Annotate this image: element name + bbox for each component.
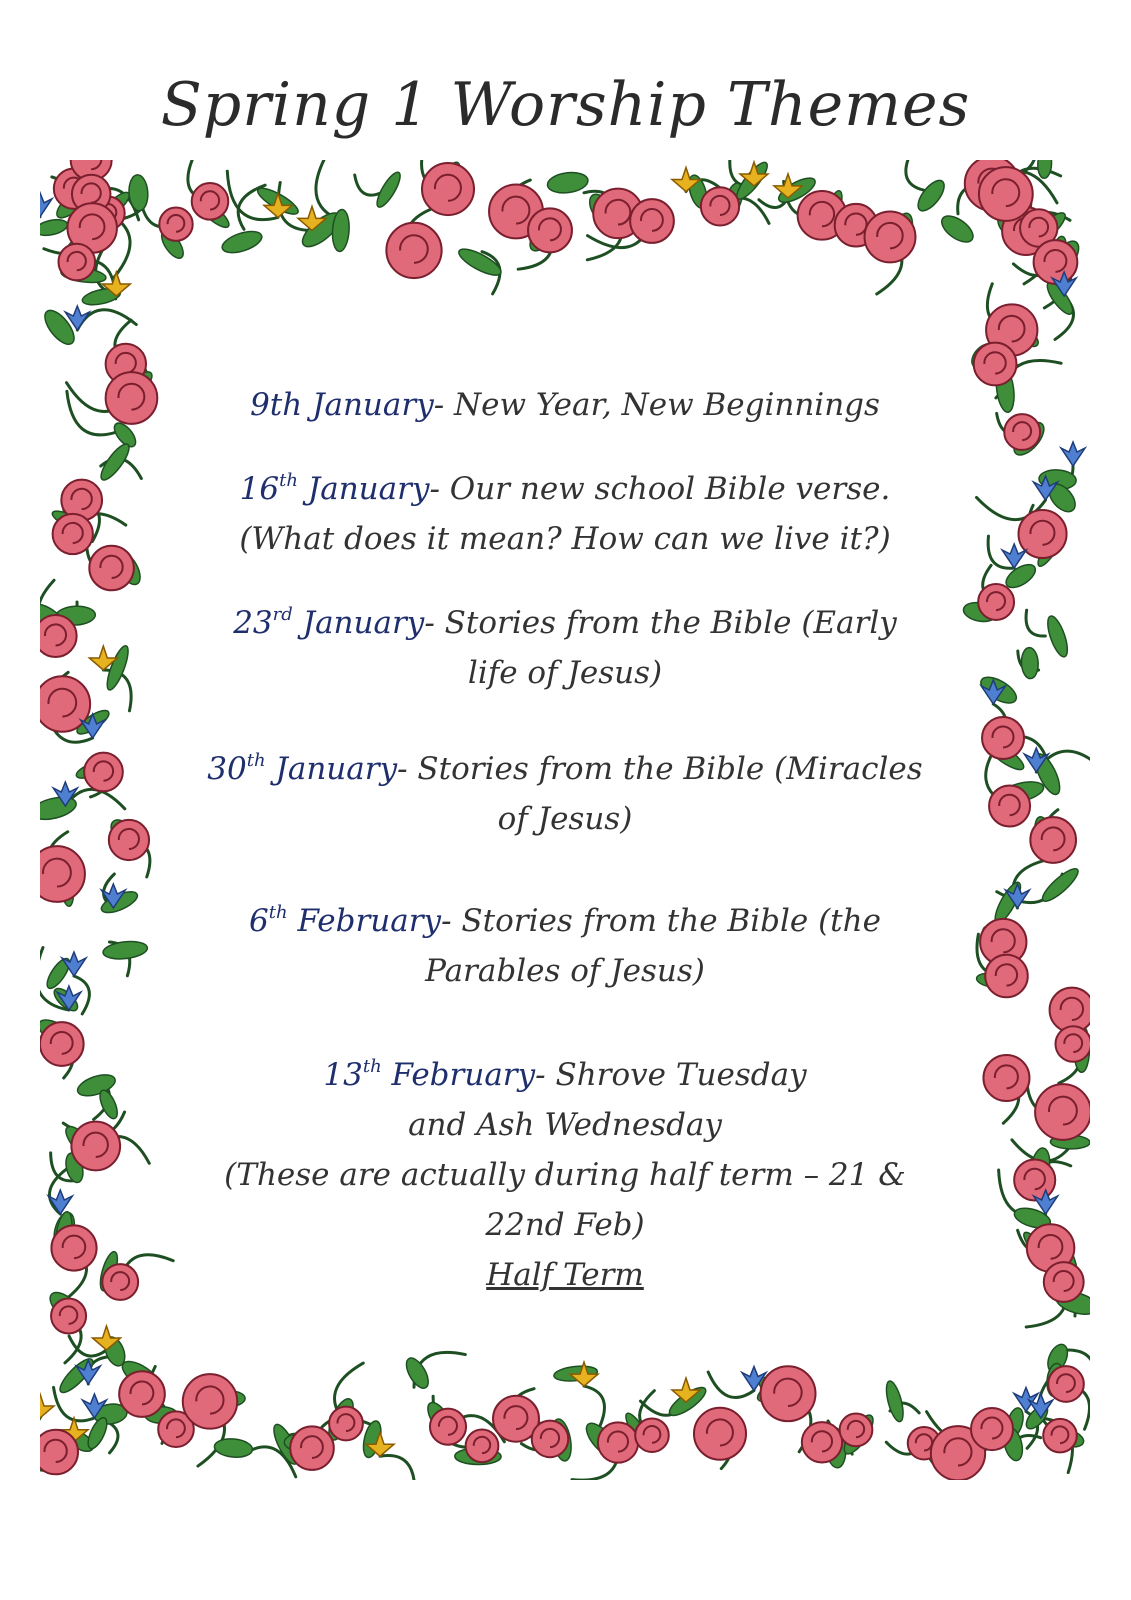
leaf-shape <box>40 306 79 349</box>
rose-flower <box>635 1418 669 1452</box>
leaf-shape <box>214 1437 254 1458</box>
rose-flower <box>106 372 158 424</box>
rose-flower <box>983 1055 1029 1101</box>
themes-list <box>190 380 940 1300</box>
leaf-shape <box>937 211 977 247</box>
entry-text: - Stories from the Bible (Early <box>424 605 897 641</box>
rose-flower <box>802 1422 842 1462</box>
rose-flower <box>1014 1159 1055 1200</box>
rose-flower <box>159 208 192 241</box>
rose-flower <box>290 1426 334 1470</box>
rose-flower <box>119 1371 165 1417</box>
blue-flower <box>40 193 52 217</box>
leaf-shape <box>913 176 949 215</box>
rose-flower <box>466 1429 499 1462</box>
rose-flower <box>53 514 93 554</box>
rose-flower <box>1034 240 1078 284</box>
rose-flower <box>1030 817 1076 863</box>
entry-text: - Stories from the Bible (the <box>441 903 881 939</box>
rose-flower <box>761 1366 816 1421</box>
yellow-flower <box>570 1362 598 1386</box>
rose-flower <box>1035 1084 1090 1140</box>
rose-flower <box>865 211 916 262</box>
entry-6 <box>190 1050 940 1250</box>
entry-5 <box>190 896 940 996</box>
rose-flower <box>58 244 95 281</box>
leaf-shape <box>40 217 69 238</box>
rose-flower <box>598 1422 638 1462</box>
rose-flower <box>40 846 85 902</box>
entry-date: 30th January <box>207 749 398 787</box>
rose-flower <box>71 1122 120 1171</box>
leaf-shape <box>1021 647 1039 679</box>
rose-flower <box>974 343 1017 386</box>
entry-text: life of Jesus) <box>467 655 663 691</box>
entry-2 <box>190 464 940 564</box>
entry-date: 9th January <box>250 387 434 423</box>
rose-flower <box>528 208 572 252</box>
entry-text: and Ash Wednesday <box>408 1107 722 1143</box>
leaf-shape <box>96 1088 120 1121</box>
rose-flower <box>51 1299 86 1334</box>
rose-flower <box>630 199 674 243</box>
rose-flower <box>89 546 134 591</box>
leaf-shape <box>373 169 404 210</box>
leaf-shape <box>1044 614 1072 659</box>
leaf-shape <box>1037 160 1052 179</box>
rose-flower <box>1044 1262 1084 1302</box>
entry-date: 13th February <box>323 1055 536 1093</box>
leaf-shape <box>103 644 132 693</box>
entry-date: 23rd January <box>233 603 425 641</box>
leaf-shape <box>546 170 589 195</box>
rose-flower <box>40 1022 84 1066</box>
rose-flower <box>422 163 474 215</box>
vine-stroke <box>584 1386 604 1428</box>
vine-stroke <box>1026 610 1045 636</box>
rose-flower <box>985 955 1028 998</box>
vine-stroke <box>906 160 924 190</box>
rose-flower <box>84 753 123 792</box>
vine-stroke <box>380 1455 415 1480</box>
rose-flower <box>701 187 739 225</box>
entry-1 <box>190 380 940 430</box>
rose-flower <box>109 820 149 860</box>
leaf-shape <box>1039 864 1082 905</box>
leaf-shape <box>220 227 265 257</box>
rose-flower <box>694 1408 746 1460</box>
entry-text: (These are actually during half term – 21 & <box>224 1157 906 1193</box>
rose-flower <box>971 1408 1013 1450</box>
rose-flower <box>51 1225 96 1270</box>
entry-text: 22nd Feb) <box>485 1207 645 1243</box>
entry-text: Parables of Jesus) <box>425 953 705 989</box>
rose-flower <box>1048 1366 1084 1402</box>
entry-date: 6th February <box>249 901 442 939</box>
entry-4 <box>190 744 940 844</box>
page-title: Spring 1 Worship Themes <box>160 70 971 140</box>
rose-flower <box>982 717 1024 759</box>
entry-date: 16th January <box>239 469 430 507</box>
entry-3 <box>190 598 940 698</box>
rose-flower <box>978 584 1014 620</box>
rose-flower <box>979 167 1033 221</box>
leaf-shape <box>402 1355 433 1392</box>
half-term-label: Half Term <box>486 1257 644 1293</box>
rose-flower <box>192 183 229 220</box>
rose-flower <box>40 615 77 657</box>
entry-text: - New Year, New Beginnings <box>433 387 880 423</box>
rose-flower <box>989 785 1030 826</box>
blue-flower <box>48 1190 72 1214</box>
entry-text: (What does it mean? How can we live it?) <box>239 521 891 557</box>
rose-flower <box>1043 1419 1077 1453</box>
rose-flower <box>1055 1026 1090 1062</box>
rose-flower <box>532 1421 569 1458</box>
rose-flower <box>40 1430 78 1475</box>
entry-text: - Stories from the Bible (Miracles <box>397 751 923 787</box>
entry-text: - Our new school Bible verse. <box>429 471 891 507</box>
leaf-shape <box>128 174 149 211</box>
yellow-flower <box>40 1394 54 1418</box>
rose-flower <box>386 223 441 278</box>
rose-flower <box>102 1264 138 1300</box>
rose-flower <box>1004 414 1040 450</box>
entry-text: - Shrove Tuesday <box>535 1057 807 1093</box>
entry-text: of Jesus) <box>497 801 633 837</box>
leaf-shape <box>883 1379 906 1423</box>
vine-stroke <box>355 175 380 195</box>
vine-stroke <box>108 1422 118 1453</box>
rose-flower <box>430 1409 466 1445</box>
rose-flower <box>840 1414 873 1447</box>
rose-flower <box>183 1374 237 1428</box>
rose-flower <box>329 1407 363 1441</box>
blue-flower <box>1061 442 1085 466</box>
